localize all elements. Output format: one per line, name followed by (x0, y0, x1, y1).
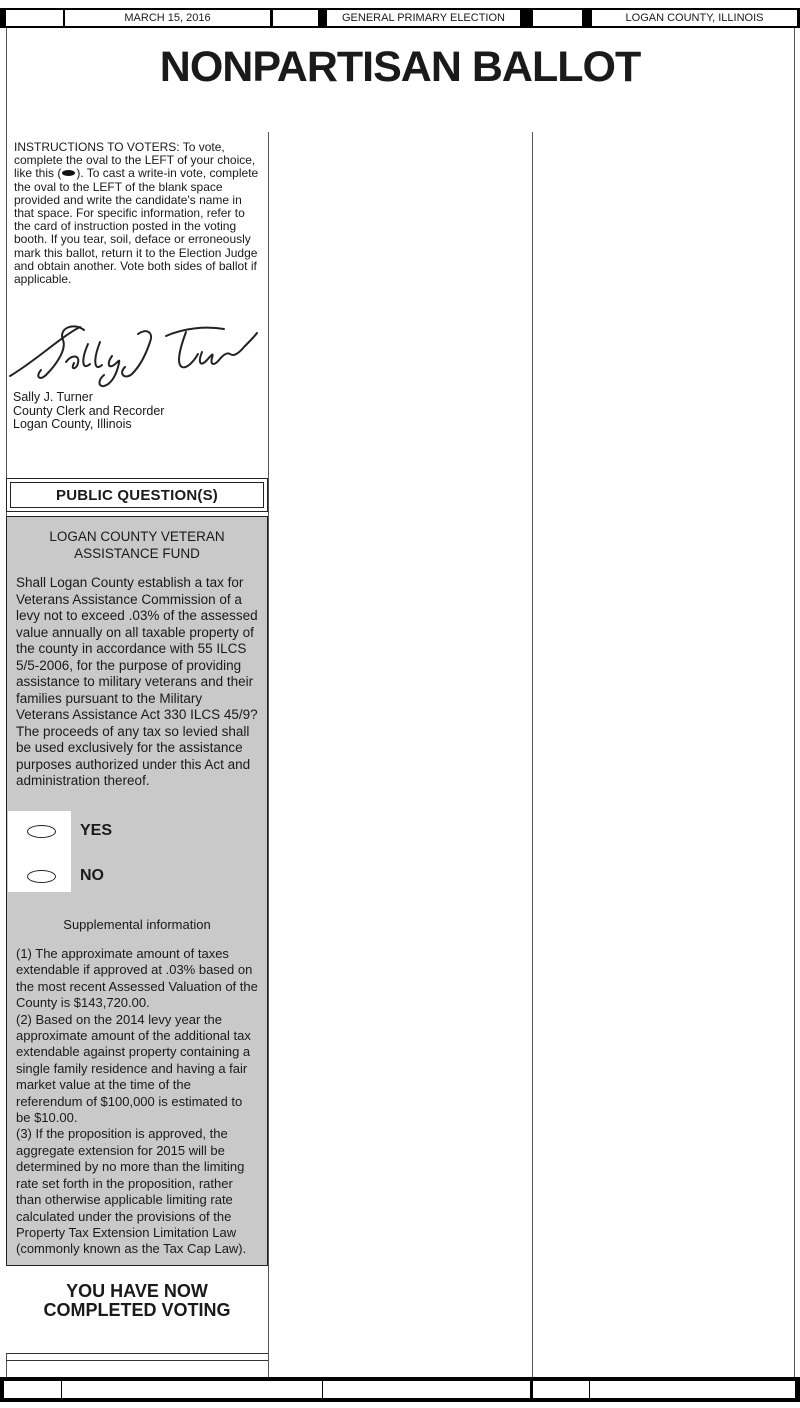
column-divider-1 (268, 132, 269, 1377)
no-oval[interactable] (27, 870, 56, 883)
filled-oval-example-icon (62, 170, 75, 176)
ballot-title: NONPARTISAN BALLOT (159, 43, 641, 91)
footer-cell-blank-4 (323, 1381, 530, 1398)
voter-instructions (14, 141, 262, 286)
clerk-name: Sally J. Turner (13, 390, 93, 404)
page-frame-right (794, 28, 795, 1377)
footer-cell-blank-3 (268, 1381, 322, 1398)
supplemental-text (16, 946, 260, 1258)
supplemental-item-2: (2) Based on the 2014 levy year the approximate amount of the additional tax extendable against property containing a single family residence and having a fair market value at the time of the referendum of $100,000 is estimated to be $10.00. (16, 1011, 251, 1126)
question-title-line2: ASSISTANCE FUND (74, 546, 200, 561)
supplemental-heading: Supplemental information (63, 917, 211, 932)
vote-options (8, 811, 266, 892)
no-label: NO (80, 867, 104, 884)
public-questions-header-label: PUBLIC QUESTION(S) (10, 482, 264, 508)
supplemental-item-1: (1) The approximate amount of taxes extendable if approved at .03% based on the most recent Assessed Valuation of the County is $143,720.00. (16, 946, 258, 1011)
instructions-text-after-oval: ). To cast a write-in vote, complete the oval to the LEFT of the blank space provided and write the candidate's name in that space. For specific information, refer to the card of instruction posted in the voting booth. If you tear, soil, deface or erroneously mark this ballot, return it to the Election Judge and obtain another. Vote both sides of ballot if applicable. (14, 166, 259, 287)
header-election-cell: GENERAL PRIMARY ELECTION (327, 10, 520, 26)
clerk-block (13, 391, 164, 432)
question-title-line1: LOGAN COUNTY VETERAN (49, 529, 225, 544)
column-divider-2 (532, 132, 533, 1377)
completed-voting-line1: YOU HAVE NOW (66, 1281, 208, 1301)
clerk-county: Logan County, Illinois (13, 417, 132, 431)
footer-cell-blank-6 (590, 1381, 795, 1398)
header-cell-blank-2 (273, 10, 318, 26)
left-column-end-rule (6, 1360, 268, 1361)
footer-cell-blank-2 (62, 1381, 269, 1398)
question-card (6, 516, 268, 1266)
footer-bar (0, 1377, 800, 1402)
footer-cell-blank-1 (4, 1381, 61, 1398)
yes-oval[interactable] (27, 825, 56, 838)
instructions-text-before-oval: INSTRUCTIONS TO VOTERS: To vote, complete the oval to the LEFT of your choice, like this ( (14, 140, 256, 181)
supplemental-item-3: (3) If the proposition is approved, the aggregate extension for 2015 will be determined by no more than the limiting rate set forth in the proposition, rather than otherwise applicable limiting rate calculated under the provisions of the Property Tax Extension Limitation Law (commonly known as the Tax Cap Law). (16, 1126, 247, 1257)
completed-voting-message (6, 1266, 268, 1354)
header-county-cell: LOGAN COUNTY, ILLINOIS (592, 10, 797, 26)
header-cell-blank-3 (533, 10, 582, 26)
question-title (7, 528, 267, 562)
header-bar (0, 8, 800, 28)
footer-cell-blank-5 (533, 1381, 589, 1398)
yes-label: YES (80, 822, 113, 839)
public-questions-header (6, 478, 268, 512)
header-date-cell: MARCH 15, 2016 (65, 10, 270, 26)
question-text: Shall Logan County establish a tax for Veterans Assistance Commission of a levy not to exceed .03% of the assessed value annually on all taxable property of the county in accordance with 55 ILCS 5/5-2006, for the purpose of providing assistance to military veterans and their families pursuant to the Military Veterans Assistance Act 330 ILCS 45/9? The proceeds of any tax so levied shall be used exclusively for the assistance purposes authorized under this Act and administration thereof. (16, 575, 258, 788)
header-cell-blank-1 (6, 10, 63, 26)
clerk-title: County Clerk and Recorder (13, 403, 165, 418)
completed-voting-line2: COMPLETED VOTING (43, 1300, 231, 1320)
clerk-signature-image (8, 320, 260, 390)
